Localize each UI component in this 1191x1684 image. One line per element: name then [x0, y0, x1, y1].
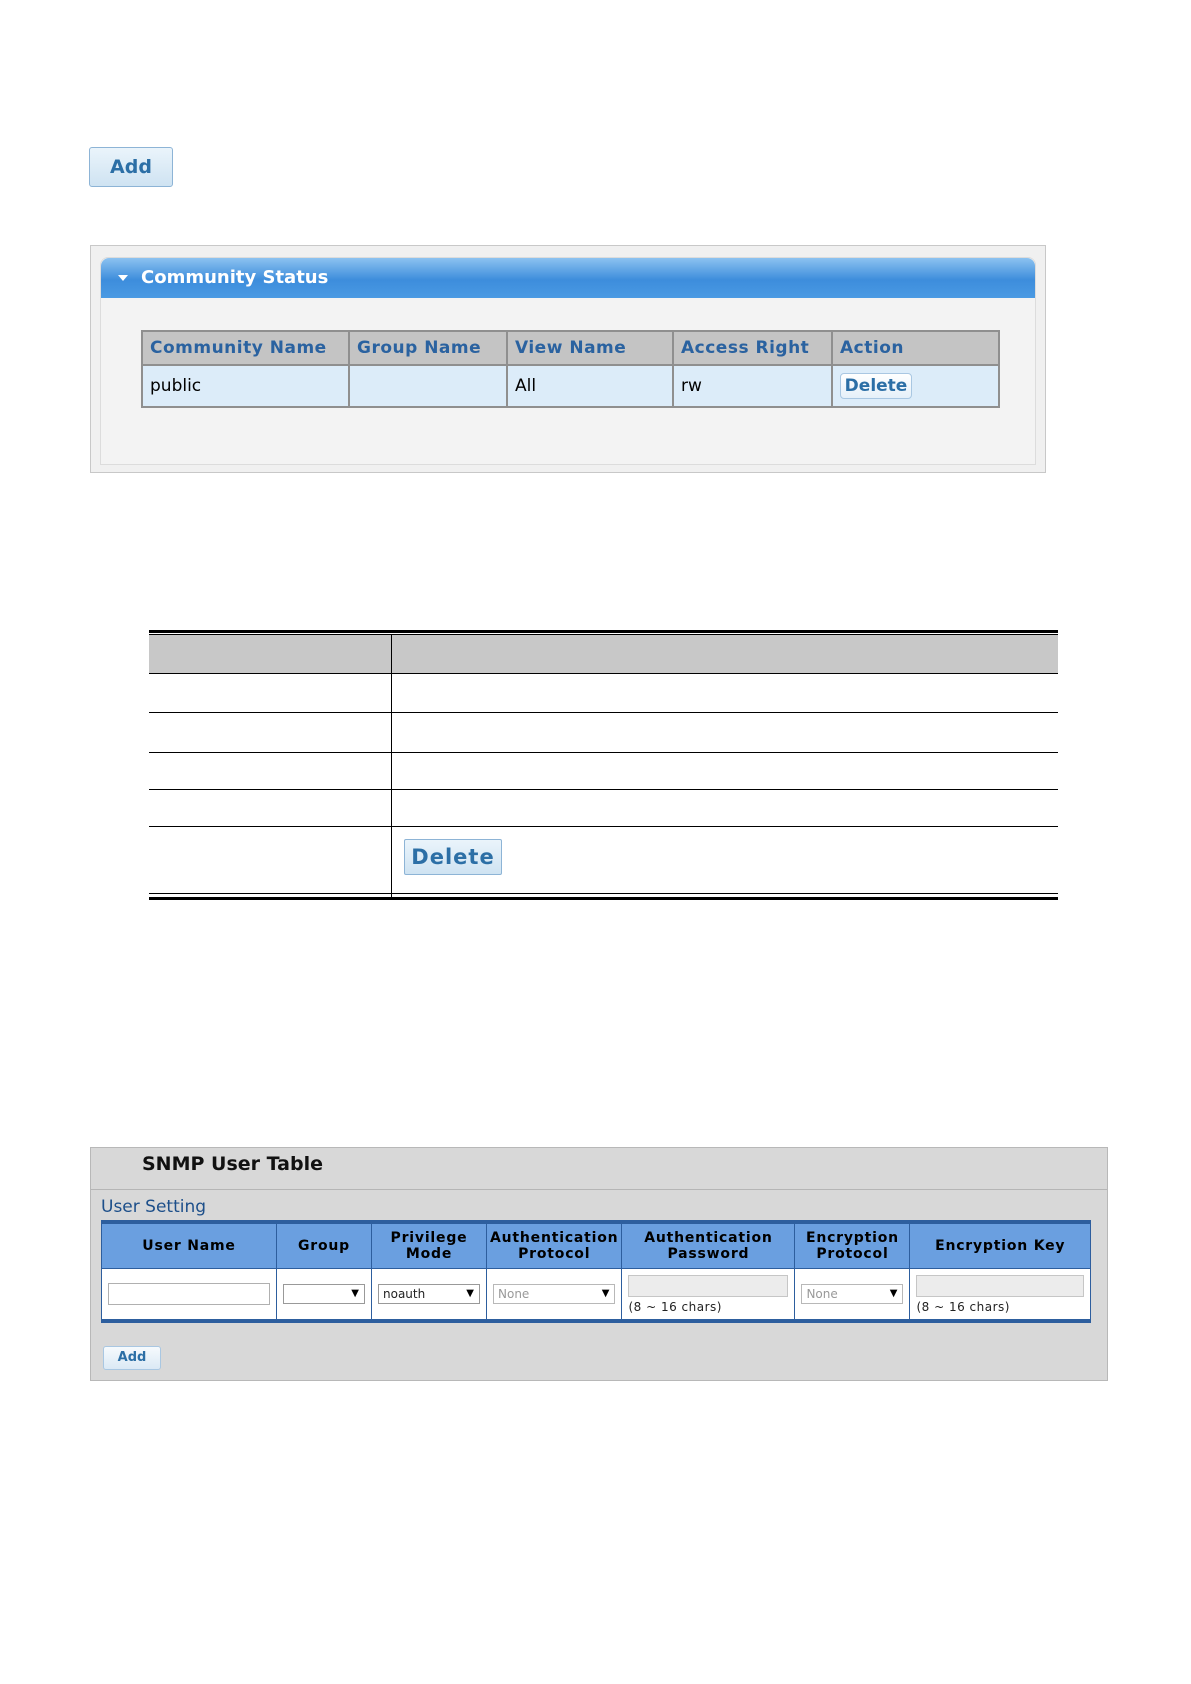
table-row: [102, 1269, 1091, 1322]
auth-password-hint: (8 ~ 16 chars): [628, 1299, 722, 1314]
community-status-header[interactable]: [101, 258, 1035, 298]
cell-group-name: [349, 365, 507, 407]
column-header-auth-protocol: Authentication Protocol: [487, 1222, 622, 1269]
cell-auth-protocol: [487, 1269, 622, 1322]
cell-auth-password: [622, 1269, 795, 1322]
cell-view-name: All: [507, 365, 673, 407]
column-header-group: Group: [277, 1222, 372, 1269]
auth-protocol-value: None: [498, 1287, 530, 1301]
row-divider: [149, 826, 1058, 827]
add-button[interactable]: Add: [89, 147, 173, 187]
column-header-user-name: User Name: [102, 1222, 277, 1269]
row-divider: [149, 712, 1058, 713]
enc-protocol-value: None: [806, 1287, 838, 1301]
dropdown-arrow-icon: ▼: [351, 1288, 359, 1299]
group-select[interactable]: [283, 1284, 365, 1304]
column-header-enc-protocol: Encryption Protocol: [795, 1222, 910, 1269]
column-header-view-name: View Name: [507, 331, 673, 365]
panel-title: SNMP User Table: [142, 1153, 323, 1175]
section-title: User Setting: [101, 1197, 207, 1217]
row-divider: [149, 752, 1058, 753]
auth-protocol-select[interactable]: [493, 1284, 615, 1304]
snmp-user-table-panel: [90, 1147, 1108, 1381]
table-top-rule: [149, 630, 1058, 633]
privilege-mode-value: noauth: [383, 1287, 426, 1301]
cell-group: [277, 1269, 372, 1322]
delete-button[interactable]: Delete: [840, 373, 912, 399]
column-header-access-right: Access Right: [673, 331, 832, 365]
column-header-action: Action: [832, 331, 999, 365]
collapse-arrow-icon[interactable]: [118, 275, 128, 281]
column-header-privilege-mode: Privilege Mode: [372, 1222, 487, 1269]
dropdown-arrow-icon: ▼: [601, 1288, 610, 1299]
cell-enc-key: [910, 1269, 1091, 1322]
column-header-enc-key: Encryption Key: [910, 1222, 1091, 1269]
column-divider: [391, 635, 392, 900]
delete-button-image: Delete: [404, 839, 502, 875]
cell-privilege-mode: [372, 1269, 487, 1322]
community-status-title: Community Status: [141, 267, 329, 288]
add-user-button[interactable]: Add: [103, 1346, 161, 1370]
user-name-input[interactable]: [108, 1283, 270, 1305]
table-bottom-rule-thin: [149, 893, 1058, 894]
table-row: [142, 365, 999, 407]
auth-password-input[interactable]: [628, 1275, 788, 1297]
table-header-row: [142, 331, 999, 365]
enc-key-input[interactable]: [916, 1275, 1084, 1297]
community-status-panel: [90, 245, 1046, 473]
column-header-group-name: Group Name: [349, 331, 507, 365]
cell-user-name: [102, 1269, 277, 1322]
column-header-auth-password: Authentication Password: [622, 1222, 795, 1269]
user-setting-table: [101, 1220, 1091, 1323]
cell-action: [832, 365, 999, 407]
cell-enc-protocol: [795, 1269, 910, 1322]
dropdown-arrow-icon: ▼: [889, 1288, 898, 1299]
community-status-inner: [100, 257, 1036, 465]
divider: [91, 1189, 1107, 1190]
column-header-community-name: Community Name: [142, 331, 349, 365]
row-divider: [149, 789, 1058, 790]
description-table: [149, 630, 1058, 902]
privilege-mode-select[interactable]: [378, 1284, 480, 1304]
table-header-row: [149, 635, 1058, 673]
dropdown-arrow-icon: ▼: [466, 1288, 474, 1299]
table-header-row: [102, 1222, 1091, 1269]
enc-key-hint: (8 ~ 16 chars): [916, 1299, 1010, 1314]
enc-protocol-select[interactable]: [801, 1284, 903, 1304]
table-bottom-rule: [149, 897, 1058, 900]
cell-community-name: public: [142, 365, 349, 407]
cell-access-right: rw: [673, 365, 832, 407]
row-divider: [149, 673, 1058, 674]
community-status-table: [141, 330, 1000, 408]
